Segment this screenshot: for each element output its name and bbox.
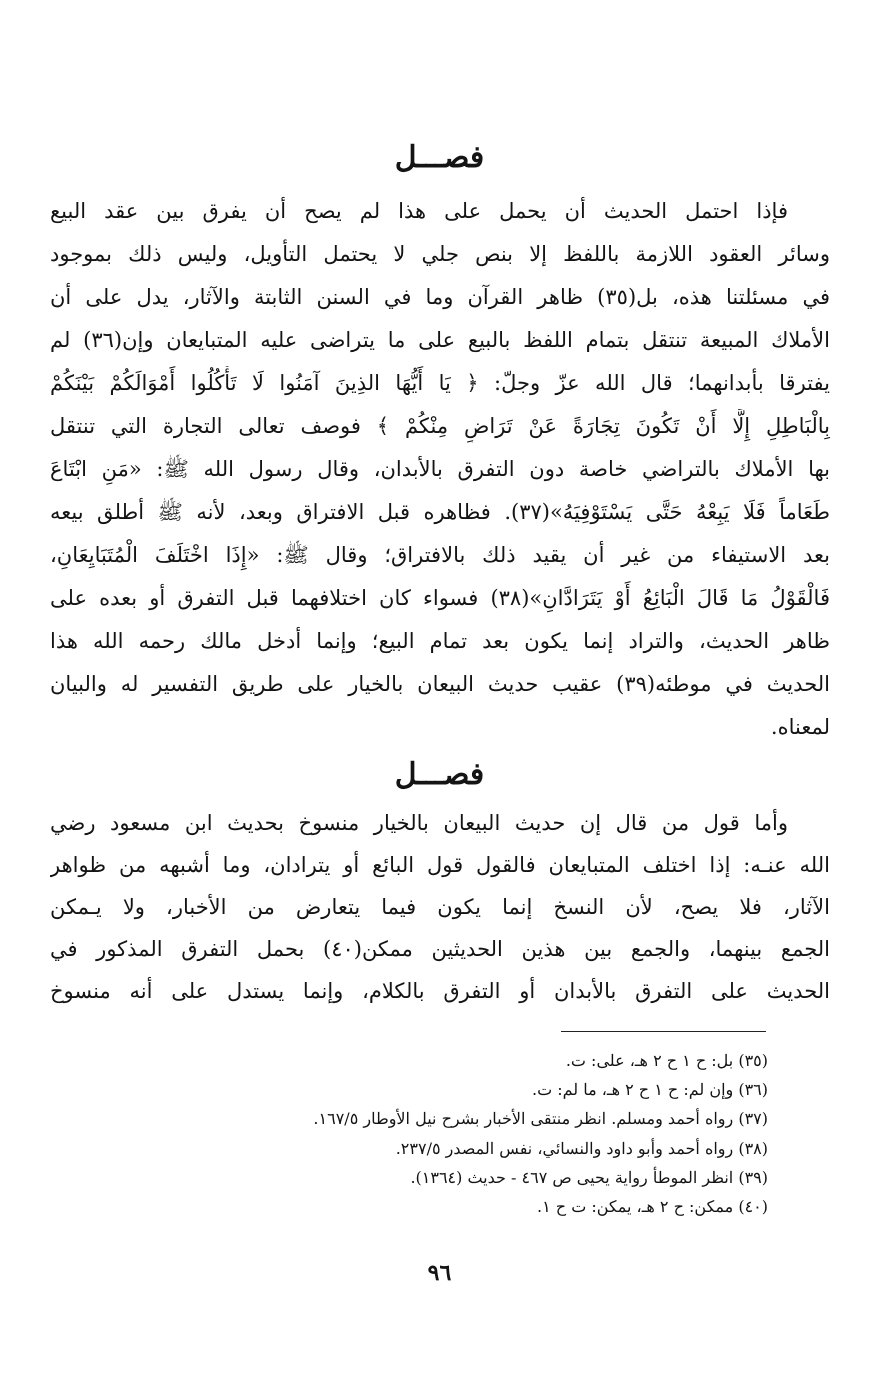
footnote-separator [561, 1031, 766, 1032]
body-line: الآثار، فلا يصح، لأن النسخ إنما يكون فيما يتعارض من الأخبار، ولا يـمكن [50, 895, 830, 919]
body-line: ظاهر الحديث، والتراد إنما يكون بعد تمام البيع؛ وإنما أدخل مالك رحمه الله هذا [50, 629, 830, 653]
body-line: بعد الاستيفاء من غير أن يقيد ذلك بالافتراق؛ وقال ﷺ: «إِذَا اخْتَلَفَ الْمُتَبَايِعَانِ، [50, 543, 830, 567]
footnote: (٣٨) رواه أحمد وأبو داود والنسائي، نفس المصدر ٢٣٧/٥. [395, 1139, 768, 1158]
footnote: (٣٩) انظر الموطأ رواية يحيى ص ٤٦٧ - حديث (١٣٦٤). [410, 1168, 768, 1187]
body-line: الحديث على التفرق بالأبدان أو التفرق بالكلام، وإنما يستدل على أنه منسوخ [50, 979, 830, 1003]
body-line: الحديث في موطئه(٣٩) عقيب حديث البيعان بالخيار على طريق التفسير له والبيان [50, 672, 830, 696]
body-line: فَالْقَوْلُ مَا قَالَ الْبَائِعُ أَوْ يَتَرَادَّانِ»(٣٨) فسواء كان اختلافهما قبل التفرق أو بعده على [50, 586, 830, 610]
body-line: وأما قول من قال إن حديث البيعان بالخيار منسوخ بحديث ابن مسعود رضي [50, 811, 788, 835]
footnote: (٣٧) رواه أحمد ومسلم. انظر منتقى الأخبار بشرح نيل الأوطار ١٦٧/٥. [313, 1109, 768, 1128]
body-line: الله عنـه: إذا اختلف المتبايعان فالقول قول البائع أو يترادان، وما أشبهه من ظواهر [50, 853, 830, 877]
body-line: الأملاك المبيعة تنتقل بتمام اللفظ بالبيع على ما يتراضى عليه المتبايعان وإن(٣٦) لم [50, 328, 830, 352]
section-heading-1: فصـــل [394, 140, 485, 175]
footnote: (٣٦) وإن لم: ح ١ ح ٢ هـ، ما لم: ت. [531, 1080, 768, 1099]
body-line: لمعناه. [770, 715, 830, 739]
section-heading-2: فصـــل [394, 757, 485, 792]
footnote: (٣٥) بل: ح ١ ح ٢ هـ، على: ت. [565, 1051, 768, 1070]
body-line: فإذا احتمل الحديث أن يحمل على هذا لم يصح أن يفرق بين عقد البيع [50, 199, 788, 223]
body-line: يفترقا بأبدانهما؛ قال الله عزّ وجلّ: ﴿ يَا أَيُّهَا الذِينَ آمَنُوا لَا تَأْكُلُوا أَمْوَالَكُمْ بَيْنَكُمْ [50, 371, 830, 395]
body-line: بها الأملاك بالتراضي خاصة دون التفرق بالأبدان، وقال رسول الله ﷺ: «مَنِ ابْتَاعَ [50, 457, 830, 481]
page-number: ٩٦ [427, 1260, 452, 1286]
body-line: وسائر العقود اللازمة باللفظ إلا بنص جلي لا يحتمل التأويل، وليس ذلك بموجود [50, 242, 830, 266]
body-line: في مسئلتنا هذه، بل(٣٥) ظاهر القرآن وما في السنن الثابتة والآثار، يدل على أن [50, 285, 830, 309]
body-line: بِالْبَاطِلِ إِلَّا أَنْ تَكُونَ تِجَارَةً عَنْ تَرَاضٍ مِنْكُمْ ﴾ فوصف تعالى التجارة التي تنتقل [50, 414, 830, 438]
body-line: طَعَاماً فَلَا يَبِعْهُ حَتَّى يَسْتَوْفِيَهُ»(٣٧). فظاهره قبل الافتراق وبعد، لأنه ﷺ أطلق بيعه [50, 500, 830, 524]
footnote: (٤٠) ممكن: ح ٢ هـ، يمكن: ت ح ١. [537, 1197, 768, 1216]
body-line: الجمع بينهما، والجمع بين هذين الحديثين ممكن(٤٠) بحمل التفرق المذكور في [50, 937, 830, 961]
